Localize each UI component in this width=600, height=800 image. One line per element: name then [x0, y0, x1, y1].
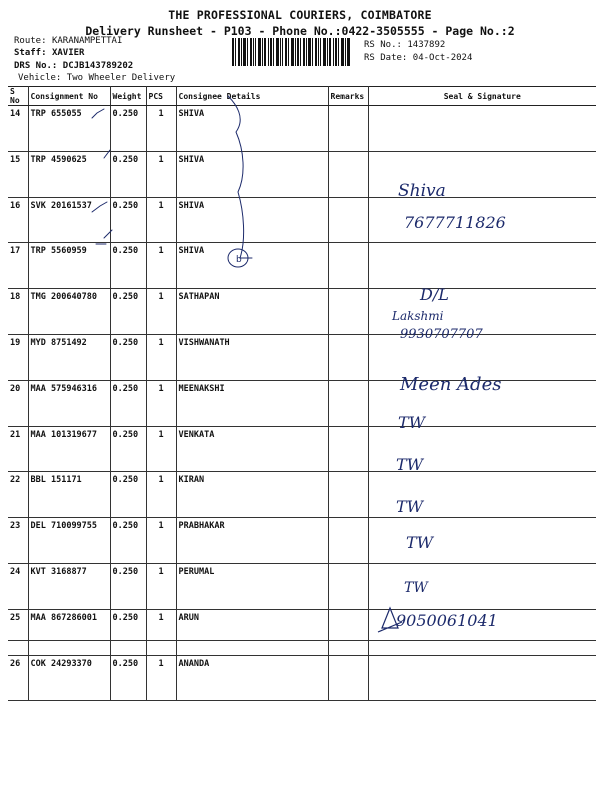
signature-19-phone: 9930707707: [400, 327, 483, 342]
table-row: [8, 472, 596, 518]
drs-label: DRS No.:: [14, 61, 58, 71]
row-consignment-no: MYD 8751492: [28, 334, 110, 380]
row-consignment-no: MAA 867286001: [28, 609, 110, 655]
row-weight: 0.250: [110, 380, 146, 426]
row-sno: 25: [8, 609, 28, 655]
row-consignee: KIRAN: [176, 472, 328, 518]
row-remarks: [328, 563, 368, 609]
row-weight: 0.250: [110, 655, 146, 701]
table-row: [8, 609, 596, 655]
table-row: [8, 518, 596, 564]
table-row: [8, 655, 596, 701]
row-signature: [368, 518, 596, 564]
drs-value: DCJB143789202: [62, 61, 134, 71]
row-signature: [368, 106, 596, 152]
signature-21: TW: [398, 413, 426, 432]
row-remarks: [328, 380, 368, 426]
row-pcs: 1: [146, 609, 176, 655]
row-signature: [368, 243, 596, 289]
signature-26: 9050061041: [396, 611, 498, 630]
table-row: [8, 563, 596, 609]
col-header-consignee: Consignee Details: [176, 87, 328, 106]
row-consignment-no: KVT 3168877: [28, 563, 110, 609]
rs-date-label: RS Date:: [364, 53, 408, 63]
staff-label: Staff:: [14, 48, 47, 58]
row-consignment-no: DEL 710099755: [28, 518, 110, 564]
col-header-remarks: Remarks: [328, 87, 368, 106]
route-line: [14, 35, 122, 47]
delivery-table: [8, 86, 596, 701]
row-sno: 18: [8, 289, 28, 335]
staff-value: XAVIER: [51, 48, 85, 58]
row-sno: 19: [8, 334, 28, 380]
rs-date: [364, 53, 472, 63]
rs-no-label: RS No.:: [364, 40, 402, 50]
signature-19-name: Lakshmi: [392, 309, 444, 323]
row-consignment-no: TMG 200640780: [28, 289, 110, 335]
table-row: [8, 380, 596, 426]
row-consignment-no: MAA 575946316: [28, 380, 110, 426]
row-consignee: ARUN: [176, 609, 328, 655]
row-remarks: [328, 289, 368, 335]
row-consignee: PERUMAL: [176, 563, 328, 609]
col-header-pcs: PCS: [146, 87, 176, 106]
row-signature: [368, 334, 596, 380]
route-label: Route:: [14, 36, 47, 46]
table-row: [8, 334, 596, 380]
row-sno: 21: [8, 426, 28, 472]
table-row: [8, 289, 596, 335]
row-consignee: PRABHAKAR: [176, 518, 328, 564]
row-consignee: VISHWANATH: [176, 334, 328, 380]
row-consignment-no: MAA 101319677: [28, 426, 110, 472]
signature-20: Meen Ades: [400, 374, 502, 395]
row-consignment-no: TRP 5560959: [28, 243, 110, 289]
row-sno: 26: [8, 655, 28, 701]
row-remarks: [328, 243, 368, 289]
row-signature: [368, 426, 596, 472]
col-header-signature: Seal & Signature: [368, 87, 596, 106]
row-consignment-no: COK 24293370: [28, 655, 110, 701]
company-title: THE PROFESSIONAL COURIERS, COIMBATORE: [168, 8, 432, 22]
row-signature: [368, 472, 596, 518]
row-consignment-no: TRP 655055: [28, 106, 110, 152]
row-pcs: 1: [146, 334, 176, 380]
row-remarks: [328, 197, 368, 243]
table-row: [8, 106, 596, 152]
row-consignment-no: SVK 20161537: [28, 197, 110, 243]
route-value: KARANAMPETTAI: [51, 36, 123, 46]
row-sno: 22: [8, 472, 28, 518]
row-weight: 0.250: [110, 472, 146, 518]
barcode-image: [232, 38, 350, 66]
vehicle-value: Two Wheeler Delivery: [66, 73, 176, 83]
row-sno: 17: [8, 243, 28, 289]
row-remarks: [328, 334, 368, 380]
row-weight: 0.250: [110, 151, 146, 197]
row-pcs: 1: [146, 655, 176, 701]
row-consignee: VENKATA: [176, 426, 328, 472]
signature-16-name: Shiva: [398, 181, 446, 201]
row-remarks: [328, 609, 368, 655]
row-weight: 0.250: [110, 609, 146, 655]
col-header-weight: Weight: [110, 87, 146, 106]
row-remarks: [328, 426, 368, 472]
row-signature: [368, 655, 596, 701]
row-consignee: ANANDA: [176, 655, 328, 701]
circle-mark-text: b: [236, 255, 242, 265]
row-consignee: SATHAPAN: [176, 289, 328, 335]
row-weight: 0.250: [110, 289, 146, 335]
row-pcs: 1: [146, 472, 176, 518]
rs-no-value: 1437892: [407, 40, 446, 50]
row-pcs: 1: [146, 289, 176, 335]
row-remarks: [328, 106, 368, 152]
row-consignee: SHIVA: [176, 197, 328, 243]
row-signature: [368, 151, 596, 197]
row-remarks: [328, 472, 368, 518]
signature-16-phone: 7677711826: [404, 213, 506, 232]
row-signature: [368, 609, 596, 655]
row-sno: 15: [8, 151, 28, 197]
row-pcs: 1: [146, 151, 176, 197]
row-remarks: [328, 655, 368, 701]
signature-22: TW: [396, 455, 424, 474]
row-weight: 0.250: [110, 518, 146, 564]
row-consignment-no: TRP 4590625: [28, 151, 110, 197]
row-signature: [368, 197, 596, 243]
runsheet-title: Delivery Runsheet - P103 - Phone No.:0422-3505555 - Page No.:2: [85, 24, 515, 38]
row-consignee: MEENAKSHI: [176, 380, 328, 426]
table-row: [8, 197, 596, 243]
row-pcs: 1: [146, 197, 176, 243]
row-weight: 0.250: [110, 563, 146, 609]
row-weight: 0.250: [110, 334, 146, 380]
row-pcs: 1: [146, 106, 176, 152]
row-sno: 16: [8, 197, 28, 243]
col-header-sno: S No: [8, 87, 28, 106]
vehicle-label: Vehicle:: [18, 73, 62, 83]
rs-number: [364, 40, 445, 50]
table-end-line: [8, 640, 596, 641]
col-header-consignment: Consignment No: [28, 87, 110, 106]
signature-25: TW: [404, 580, 428, 596]
row-remarks: [328, 151, 368, 197]
signature-23: TW: [396, 497, 424, 516]
row-signature: [368, 563, 596, 609]
row-consignee: SHIVA: [176, 151, 328, 197]
table-row: [8, 151, 596, 197]
row-signature: [368, 380, 596, 426]
row-consignee: SHIVA: [176, 106, 328, 152]
row-weight: 0.250: [110, 243, 146, 289]
row-sno: 20: [8, 380, 28, 426]
row-sno: 14: [8, 106, 28, 152]
row-sno: 23: [8, 518, 28, 564]
row-signature: [368, 289, 596, 335]
row-weight: 0.250: [110, 106, 146, 152]
drs-line: [14, 60, 133, 72]
row-pcs: 1: [146, 563, 176, 609]
row-weight: 0.250: [110, 426, 146, 472]
row-weight: 0.250: [110, 197, 146, 243]
rs-date-value: 04-Oct-2024: [412, 53, 473, 63]
table-row: [8, 243, 596, 289]
signature-19-dl: D/L: [420, 285, 449, 304]
row-remarks: [328, 518, 368, 564]
table-row: [8, 426, 596, 472]
row-consignment-no: BBL 151171: [28, 472, 110, 518]
vehicle-line: [18, 72, 175, 84]
row-pcs: 1: [146, 380, 176, 426]
signature-24: TW: [406, 533, 434, 552]
row-pcs: 1: [146, 426, 176, 472]
table-header-row: [8, 87, 596, 106]
row-pcs: 1: [146, 518, 176, 564]
row-sno: 24: [8, 563, 28, 609]
row-consignee: SHIVA: [176, 243, 328, 289]
row-pcs: 1: [146, 243, 176, 289]
staff-line: [14, 47, 84, 59]
